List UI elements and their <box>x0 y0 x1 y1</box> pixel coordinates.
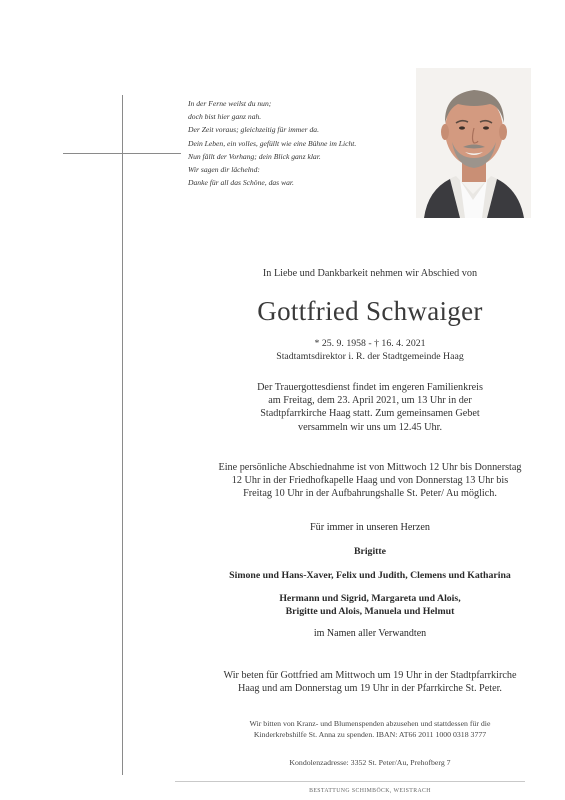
funeral-service-text <box>150 381 565 434</box>
intro-text: In Liebe und Dankbarkeit nehmen wir Abschied von <box>262 268 478 279</box>
prayer-text <box>150 669 565 696</box>
siblings-line: Brigitte und Alois, Manuela und Helmut <box>285 606 455 617</box>
cross-vertical-line <box>122 95 123 775</box>
condolence-address: Kondolenzadresse: 3352 St. Peter/Au, Prehofberg 7 <box>289 758 451 767</box>
poem-line: Wir sagen dir lächelnd: <box>188 165 260 175</box>
siblings-line: Hermann und Sigrid, Margareta und Alois, <box>279 593 461 604</box>
poem-line: Nun fällt der Vorhang; dein Blick ganz klar. <box>188 151 321 161</box>
mourner-siblings <box>150 592 565 618</box>
funeral-home: BESTATTUNG SCHIMBÖCK, WEISTRACH <box>309 788 431 794</box>
life-dates: * 25. 9. 1958 - † 16. 4. 2021 <box>314 338 426 349</box>
occupation: Stadtamtsdirektor i. R. der Stadtgemeinde Haag <box>276 351 464 362</box>
farewell-line: Eine persönliche Abschiednahme ist von Mittwoch 12 Uhr bis Donnerstag <box>218 462 522 473</box>
service-line: am Freitag, dem 23. April 2021, um 13 Uhr in der <box>268 395 472 407</box>
forever-text: Für immer in unseren Herzen <box>310 522 430 533</box>
mourner-children: Simone und Hans-Xaver, Felix und Judith, Clemens und Katharina <box>229 570 511 581</box>
farewell-line: 12 Uhr in der Friedhofkapelle Haag und von Donnerstag 13 Uhr bis <box>231 475 509 487</box>
poem-line: Danke für all das Schöne, das war. <box>188 178 294 188</box>
service-line: Stadtpfarrkirche Haag statt. Zum gemeinsamen Gebet <box>260 408 480 420</box>
poem-line: doch bist hier ganz nah. <box>188 112 262 122</box>
poem <box>188 97 418 189</box>
donation-line: Wir bitten von Kranz- und Blumenspenden abzusehen und stattdessen für die <box>249 719 491 728</box>
cross-horizontal-line <box>63 153 181 154</box>
mass-line: Wir beten für Gottfried am Mittwoch um 19 Uhr in der Stadtpfarrkirche <box>223 670 517 681</box>
donation-line: Kinderkrebshilfe St. Anna zu spenden. IBAN: AT66 2011 1000 0318 3777 <box>253 730 487 740</box>
farewell-line: Freitag 10 Uhr in der Aufbahrungshalle St. Peter/ Au möglich. <box>243 488 497 500</box>
donation-note <box>150 718 565 741</box>
poem-line: In der Ferne weilst du nun; <box>188 99 272 108</box>
poem-line: Dein Leben, ein volles, gefüllt wie eine Bühne im Licht. <box>188 138 357 148</box>
service-line: versammeln wir uns um 12.45 Uhr. <box>297 421 443 433</box>
relatives-text: im Namen aller Verwandten <box>313 628 427 639</box>
poem-line: Der Zeit voraus; gleichzeitig für immer da. <box>188 125 319 135</box>
service-line: Der Trauergottesdienst findet im engeren Familienkreis <box>257 382 483 393</box>
deceased-name: Gottfried Schwaiger <box>257 296 483 326</box>
mourner-wife: Brigitte <box>353 546 387 557</box>
footer-divider <box>175 781 525 782</box>
mass-line: Haag und am Donnerstag um 19 Uhr in der Pfarrkirche St. Peter. <box>238 683 502 695</box>
portrait-photo <box>416 68 531 218</box>
farewell-text <box>150 461 565 501</box>
